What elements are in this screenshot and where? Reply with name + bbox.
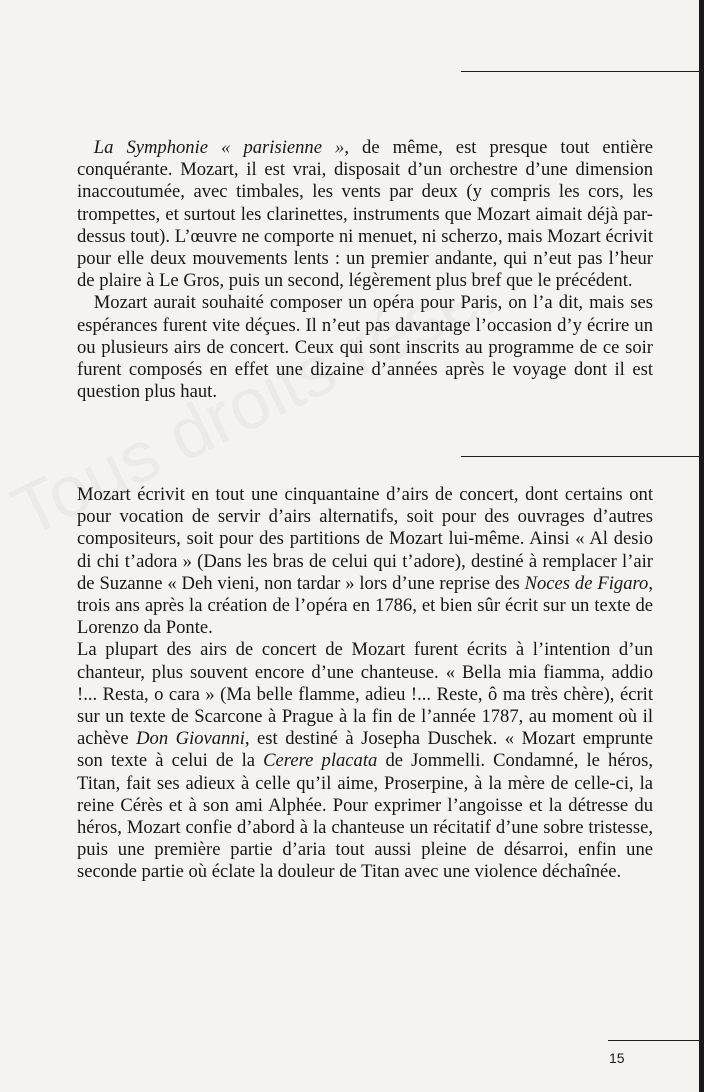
italic-title: Cerere placata — [263, 750, 378, 772]
text-section-2 — [77, 484, 653, 884]
paragraph-text: La plupart des airs de concert de Mozart furent écrits à l’intention d’un chanteur, plus souvent encore d’une chanteuse. « Bella mia fiamma, addio !... Resta, o cara » (Ma belle flamme, adieu !... Reste, ô ma très chère), écrit sur un texte de Scarcone à Prague à la fin de l’année 1787, au moment où il achève — [77, 639, 653, 750]
bottom-divider — [608, 1040, 704, 1041]
middle-divider — [461, 456, 704, 457]
page-number: 15 — [609, 1050, 625, 1066]
paragraph-airs-de-concert — [77, 484, 653, 639]
paragraph-bella-mia-fiamma — [77, 639, 653, 883]
paragraph-text: , de même, est presque tout entière conquérante. Mozart, il est vrai, disposait d’un orchestre d’une dimension inaccoutumée, avec timbales, les vents par deux (y compris les cors, les trompettes, et surtout les clarinettes, instruments que Mozart aimait déjà par-dessus tout). L’œuvre ne comporte ni menuet, ni scherzo, mais Mozart écrivit pour elle deux mouvements lents : un premier andante, qui n’eut pas l’heur de plaire à Le Gros, puis un second, légèrement plus bref que le précédent. — [77, 137, 654, 292]
paragraph-opera-paris: Mozart aurait souhaité composer un opéra pour Paris, on l’a dit, mais ses espérances furent vite déçues. Il n’eut pas davantage l’occasion d’y écrire un ou plusieurs airs de concert. Ceux qui sont inscrits au programme de ce soir furent composés en effet une dizaine d’années après le voyage dont il est question plus haut. — [77, 292, 653, 403]
paragraph-text: , est destiné à Josepha Duschek. « Mozart emprunte son texte à celui de la — [77, 728, 653, 772]
italic-title: Noces de Figaro — [524, 572, 649, 594]
page-edge — [699, 0, 704, 1092]
italic-title: Don Giovanni — [136, 728, 245, 750]
paragraph-symphonie — [77, 137, 653, 292]
paragraph-text: de Jommelli. Condamné, le héros, Titan, fait ses adieux à celle qu’il aime, Proserpine, à la mère de celle-ci, la reine Cérès et à son ami Alphée. Pour exprimer l’angoisse et la détresse du héros, Mozart confie d’abord à la chanteuse un récitatif d’une sobre tristesse, puis une première partie d’aria tout aussi pleine de désarroi, enfin une seconde partie où éclate la douleur de Titan avec une violence déchaînée. — [77, 750, 653, 883]
paragraph-text: , trois ans après la création de l’opéra en 1786, et bien sûr écrit sur un texte de Lorenzo da Ponte. — [77, 572, 654, 639]
italic-title: La Symphonie « parisienne » — [93, 137, 345, 158]
top-divider — [461, 71, 704, 72]
text-section-1 — [77, 137, 653, 403]
paragraph-text: Mozart écrivit en tout une cinquantaine d’airs de concert, dont certains ont pour vocation de servir d’airs alternatifs, soit pour des ouvrages d’autres compositeurs, soit pour des partitions de Mozart lui-même. Ainsi « Al desio di chi t’adora » (Dans les bras de celui qui t’adore), destiné à remplacer l’air de Suzanne « Deh vieni, non tardar » lors d’une reprise des — [77, 484, 653, 594]
